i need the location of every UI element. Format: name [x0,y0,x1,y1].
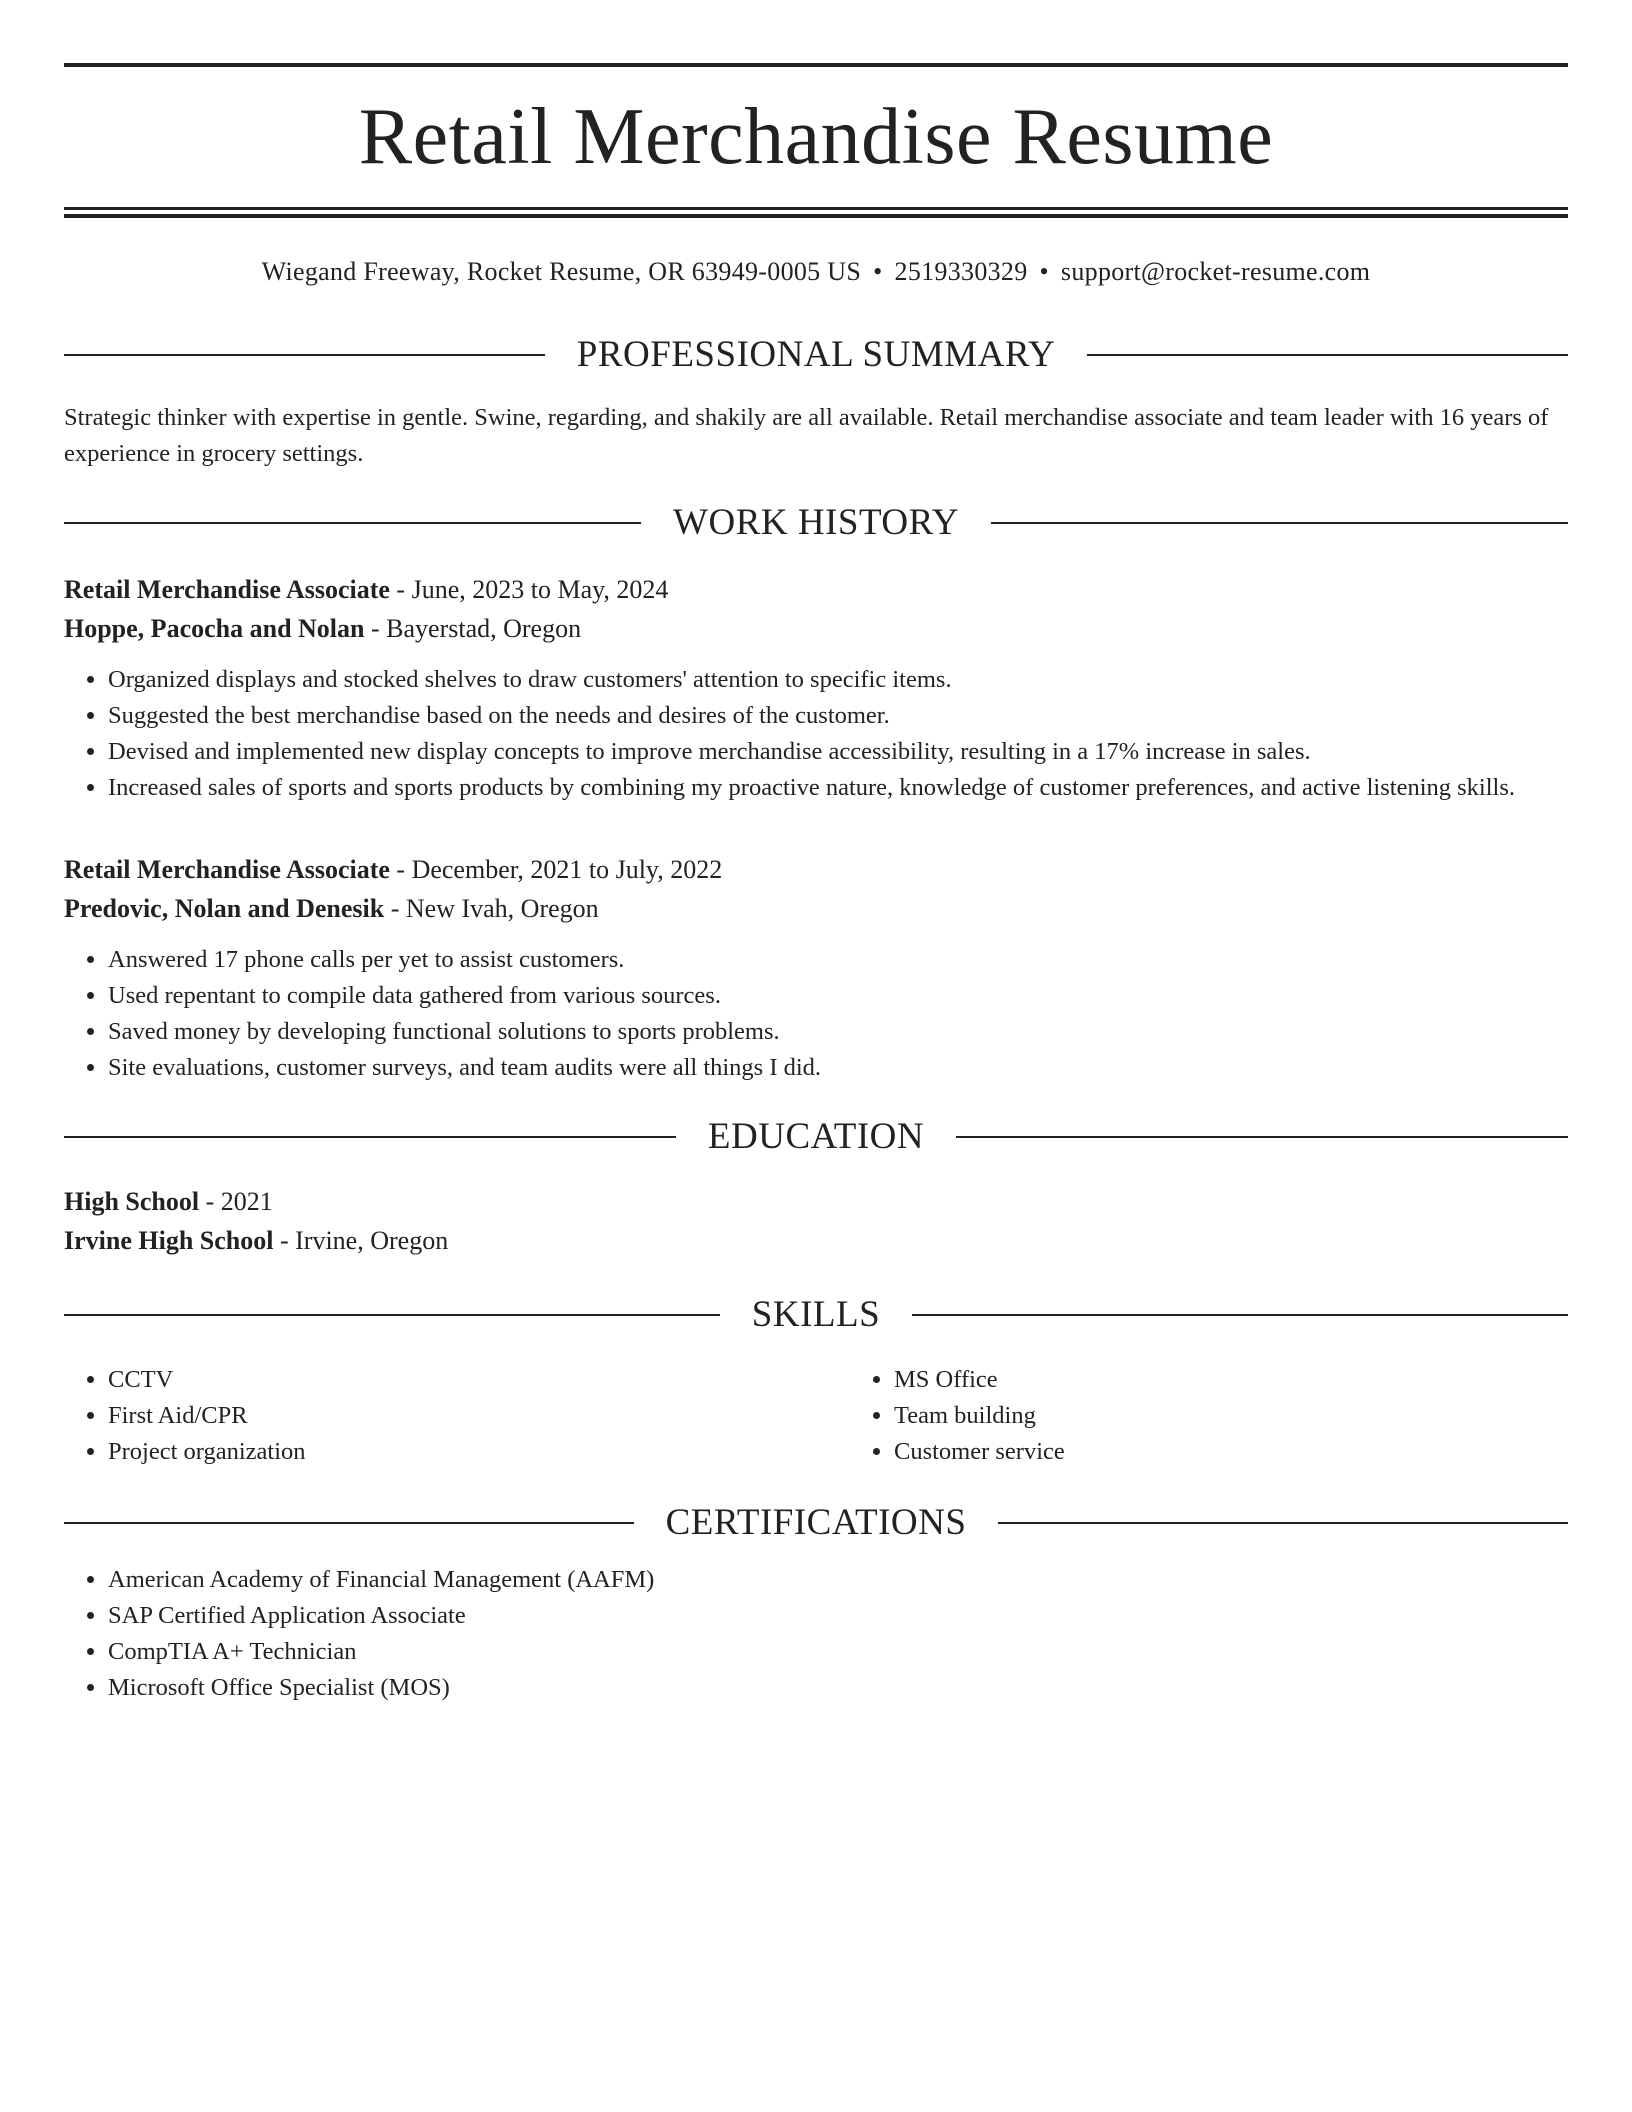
education-year: - 2021 [199,1187,273,1216]
list-item: • Microsoft Office Specialist (MOS) [108,1670,1568,1706]
section-title: SKILLS [751,1294,881,1335]
list-item: • First Aid/CPR [108,1398,850,1434]
contact-phone: 2519330329 [894,257,1028,286]
list-item: • Suggested the best merchandise based on the needs and desires of the customer. [108,698,1568,734]
job-bullets [64,942,1568,1086]
section-title: PROFESSIONAL SUMMARY [576,334,1056,375]
list-item: • Customer service [894,1434,1065,1470]
list-item: • Devised and implemented new display concepts to improve merchandise accessibility, resulting in a 17% increase in sales. [108,734,1568,770]
job-company-line [64,889,1568,928]
resume-title: Retail Merchandise Resume [358,93,1274,181]
job-company: Predovic, Nolan and Denesik [64,894,385,923]
list-item: • Team building [894,1398,1065,1434]
section-title: CERTIFICATIONS [665,1502,967,1543]
job-title-line [64,570,1568,609]
contact-line [64,254,1568,290]
list-item: • Answered 17 phone calls per yet to assist customers. [108,942,1568,978]
contact-email: support@rocket-resume.com [1060,257,1371,286]
list-item: • Organized displays and stocked shelves to draw customers' attention to specific items. [108,662,1568,698]
certifications-list [64,1562,1568,1706]
list-item: • Used repentant to compile data gathered from various sources. [108,978,1568,1014]
job-title-line [64,850,1568,889]
job-bullets [64,662,1568,806]
skills-columns [64,1362,1568,1470]
section-heading-summary [64,330,1568,380]
heading-rule [912,1314,1568,1316]
heading-rule [64,1136,676,1138]
education-degree: High School [64,1187,200,1216]
heading-rule [1087,354,1568,356]
education-school: Irvine High School [64,1226,274,1255]
list-item: • CCTV [108,1362,850,1398]
list-item: • Site evaluations, customer surveys, and team audits were all things I did. [108,1050,1568,1086]
job-entry [64,570,1568,806]
education-entry [64,1182,1568,1260]
list-item: • MS Office [894,1362,1065,1398]
heading-rule [64,1314,720,1316]
list-item: • American Academy of Financial Management (AAFM) [108,1562,1568,1598]
list-item: • SAP Certified Application Associate [108,1598,1568,1634]
section-heading-certifications [64,1498,1568,1548]
contact-separator: • [1039,257,1049,286]
heading-rule [991,522,1568,524]
section-heading-education [64,1112,1568,1162]
job-company-line [64,609,1568,648]
job-dates: - June, 2023 to May, 2024 [389,575,669,604]
section-title: WORK HISTORY [673,502,959,543]
education-school-line [64,1221,1568,1260]
job-entry [64,850,1568,1086]
list-item: • Saved money by developing functional solutions to sports problems. [108,1014,1568,1050]
job-title: Retail Merchandise Associate [64,855,390,884]
contact-separator: • [873,257,883,286]
skills-list-left [64,1362,850,1470]
list-item: • Project organization [108,1434,850,1470]
section-title: EDUCATION [707,1116,925,1157]
education-degree-line [64,1182,1568,1221]
job-title: Retail Merchandise Associate [64,575,390,604]
heading-rule [64,354,545,356]
education-location: - Irvine, Oregon [273,1226,449,1255]
job-location: - Bayerstad, Oregon [364,614,582,643]
job-dates: - December, 2021 to July, 2022 [389,855,723,884]
heading-rule [956,1136,1568,1138]
list-item: • CompTIA A+ Technician [108,1634,1568,1670]
job-location: - New Ivah, Oregon [384,894,599,923]
title-double-rule [64,207,1568,218]
section-heading-work [64,498,1568,548]
heading-rule [64,522,641,524]
contact-address: Wiegand Freeway, Rocket Resume, OR 63949-0005 US [261,257,862,286]
heading-rule [64,1522,634,1524]
heading-rule [998,1522,1568,1524]
section-heading-skills [64,1290,1568,1340]
job-company: Hoppe, Pacocha and Nolan [64,614,365,643]
list-item: • Increased sales of sports and sports products by combining my proactive nature, knowledge of customer preferences, and active listening skills. [108,770,1568,806]
summary-text: Strategic thinker with expertise in gentle. Swine, regarding, and shakily are all available. Retail merchandise associate and team leader with 16 years of experience in grocery settings. [64,404,1549,467]
skills-list-right [850,1362,1065,1470]
